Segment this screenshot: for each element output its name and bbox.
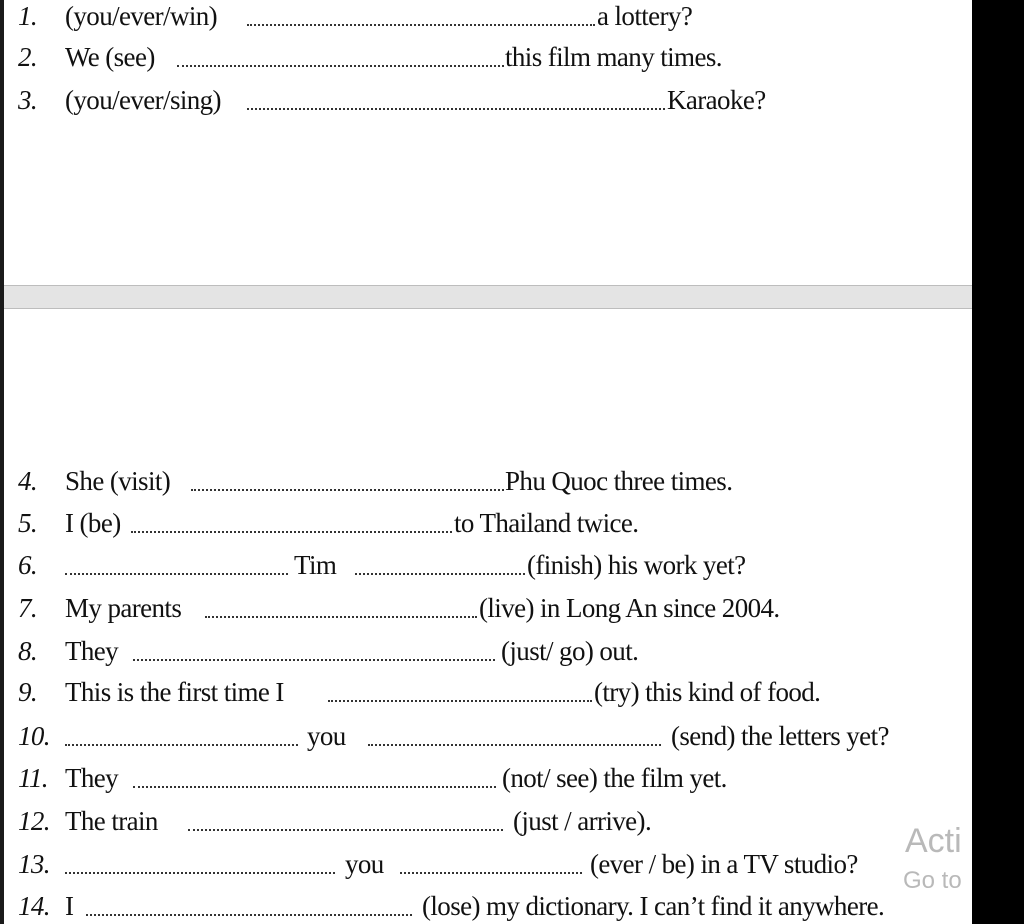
item-text: you [307,721,346,751]
activation-watermark-title: Acti [905,822,962,860]
item-text: (you/ever/win) [65,1,218,31]
item-text: This is the first time I [65,677,284,707]
item-text: My parents [65,593,182,623]
answer-blank[interactable] [133,780,496,788]
answer-blank[interactable] [355,567,525,575]
item-text: (live) in Long An since 2004. [479,593,780,623]
item-number: 9. [18,677,38,707]
item-text: Karaoke? [667,85,766,115]
item-text: She (visit) [65,466,171,496]
item-text: (you/ever/sing) [65,85,221,115]
item-text: this film many times. [505,42,722,72]
item-number: 10. [18,721,50,751]
answer-blank[interactable] [247,102,665,110]
item-text: (ever / be) in a TV studio? [590,849,858,879]
item-text: (not/ see) the film yet. [502,763,727,793]
item-text: (finish) his work yet? [527,550,746,580]
activation-watermark-subtitle: Go to [903,867,962,894]
item-number: 7. [18,593,38,623]
answer-blank[interactable] [191,483,504,491]
answer-blank[interactable] [65,567,288,575]
item-number: 6. [18,550,38,580]
item-text: Tim [294,550,337,580]
item-text: you [345,849,384,879]
item-number: 3. [18,85,38,115]
document-page [4,0,972,924]
item-number: 13. [18,849,50,879]
item-text: (try) this kind of food. [594,677,821,707]
item-number: 1. [18,1,38,31]
item-number: 5. [18,508,38,538]
item-number: 8. [18,636,38,666]
item-text: (just / arrive). [513,806,652,836]
item-text: They [65,763,119,793]
item-text: We (see) [65,42,155,72]
answer-blank[interactable] [188,823,503,831]
answer-blank[interactable] [65,738,298,746]
answer-blank[interactable] [205,610,477,618]
answer-blank[interactable] [177,59,504,67]
item-text: I (be) [65,508,121,538]
item-text: (lose) my dictionary. I can’t find it anywhere. [422,891,885,921]
answer-blank[interactable] [328,694,592,702]
item-text: I [65,891,74,921]
item-text: (just/ go) out. [501,636,639,666]
page-gap-separator [4,285,972,309]
item-text: a lottery? [597,1,693,31]
item-number: 14. [18,891,50,921]
answer-blank[interactable] [86,908,412,916]
item-number: 11. [18,763,48,793]
item-text: The train [65,806,158,836]
answer-blank[interactable] [65,866,335,874]
item-number: 2. [18,42,38,72]
item-text: Phu Quoc three times. [505,466,733,496]
answer-blank[interactable] [400,866,582,874]
answer-blank[interactable] [133,653,495,661]
item-number: 12. [18,806,50,836]
item-text: (send) the letters yet? [671,721,889,751]
item-text: to Thailand twice. [454,508,639,538]
answer-blank[interactable] [247,18,595,26]
item-text: They [65,636,119,666]
item-number: 4. [18,466,38,496]
answer-blank[interactable] [368,738,661,746]
answer-blank[interactable] [131,525,452,533]
